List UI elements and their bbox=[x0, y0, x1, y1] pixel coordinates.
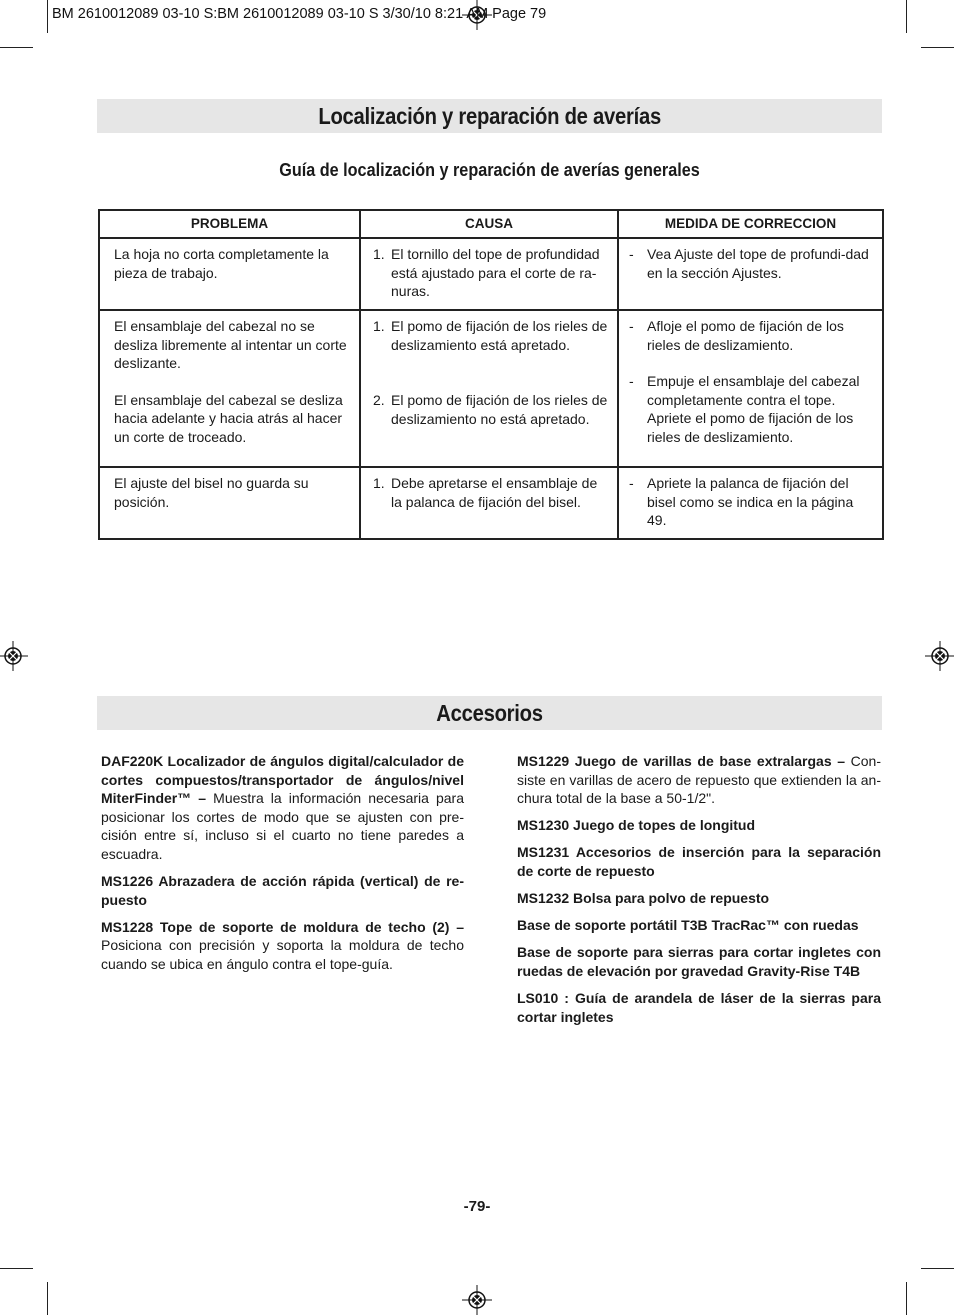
accessory-name: MS1226 Abrazadera de acción rápida (vertical) de re-puesto bbox=[101, 873, 464, 908]
accessory-name: MS1231 Accesorios de inserción para la separación de corte de repuesto bbox=[517, 844, 881, 879]
table-header-row bbox=[99, 210, 883, 238]
cell-causa bbox=[360, 238, 618, 310]
page-number: -79- bbox=[463, 1198, 491, 1215]
remedy-text: Afloje el pomo de fijación de los rieles de deslizamiento. bbox=[647, 318, 844, 353]
accessory-name: DAF220K Localizador de ángulos digital/calculador de cortes compuestos/transportador de ángulos/nivel MiterFinder™ – bbox=[101, 753, 464, 807]
column-header-medida: MEDIDA DE CORRECCION bbox=[618, 210, 883, 238]
cause-text: El tornillo del tope de profundidad está ajustado para el corte de ra-nuras. bbox=[391, 246, 600, 299]
list-dash: - bbox=[629, 318, 634, 334]
crop-mark bbox=[0, 1268, 33, 1269]
troubleshooting-table bbox=[98, 209, 884, 540]
cell-problema: La hoja no corta completamente la pieza de trabajo. bbox=[99, 238, 360, 310]
table-row bbox=[99, 467, 883, 539]
list-number: 2. bbox=[373, 392, 385, 408]
accessory-item bbox=[517, 943, 881, 980]
crop-mark bbox=[921, 47, 954, 48]
cause-text: El pomo de fijación de los rieles de deslizamiento no está apretado. bbox=[391, 392, 608, 427]
problem-text: El ensamblaje del cabezal no se desliza libremente al intentar un corte deslizante. bbox=[114, 318, 347, 371]
cell-medida bbox=[618, 238, 883, 310]
accessory-item bbox=[101, 752, 464, 864]
cell-problema: El ajuste del bisel no guarda su posición. bbox=[99, 467, 360, 539]
cell-medida bbox=[618, 310, 883, 467]
table-row bbox=[99, 310, 883, 467]
cell-problema bbox=[99, 310, 360, 467]
accessory-name: MS1230 Juego de topes de longitud bbox=[517, 817, 756, 834]
cell-causa bbox=[360, 310, 618, 467]
registration-mark-icon bbox=[925, 641, 954, 671]
section-header-accessories bbox=[97, 696, 882, 730]
cause-text: El pomo de fijación de los rieles de deslizamiento está apretado. bbox=[391, 318, 608, 353]
accessory-item bbox=[517, 843, 881, 880]
crop-mark bbox=[906, 1282, 907, 1315]
accessory-description: Muestra la información necesaria para posicionar los cortes de modo que se ajusten con pre-cisión entre sí, incluso si el cuarto no tiene paredes a escuadra. bbox=[101, 790, 464, 862]
remedy-text: Empuje el ensamblaje del cabezal completamente contra el tope. Apriete el pomo de fijación de los rieles de deslizamiento. bbox=[647, 373, 860, 445]
list-dash: - bbox=[629, 475, 634, 491]
list-number: 1. bbox=[373, 475, 385, 491]
accessory-description: Con-siste en varillas de acero de repuesto que extienden la an-chura total de la base a 50-1/2". bbox=[517, 753, 882, 807]
column-header-problema: PROBLEMA bbox=[99, 210, 360, 238]
accessory-name: MS1229 Juego de varillas de base extralargas – bbox=[517, 753, 846, 769]
column-header-causa: CAUSA bbox=[360, 210, 618, 238]
accessory-name: LS010 : Guía de arandela de láser de la sierras para cortar ingletes bbox=[517, 989, 881, 1025]
list-dash: - bbox=[629, 373, 634, 389]
accessory-description: Posiciona con precisión y soporta la moldura de techo cuando se ubica en ángulo contra el tope-guía. bbox=[101, 937, 464, 972]
remedy-text: Vea Ajuste del tope de profundi-dad en la sección Ajustes. bbox=[647, 246, 869, 281]
section-title: Accesorios bbox=[436, 699, 543, 726]
remedy-text: Apriete la palanca de fijación del bisel como se indica en la página 49. bbox=[647, 475, 854, 528]
cell-medida bbox=[618, 467, 883, 539]
crop-mark bbox=[47, 1282, 48, 1315]
cell-causa bbox=[360, 467, 618, 539]
accessory-name: MS1232 Bolsa para polvo de repuesto bbox=[517, 890, 770, 907]
crop-mark bbox=[921, 1268, 954, 1269]
section-subtitle: Guía de localización y reparación de averías generales bbox=[279, 160, 700, 180]
print-slug: BM 2610012089 03-10 S:BM 2610012089 03-10 S 3/30/10 8:21 AM Page 79 bbox=[52, 6, 547, 22]
accessory-item bbox=[517, 889, 881, 908]
accessory-name: MS1228 Tope de soporte de moldura de techo (2) – bbox=[101, 918, 464, 935]
accessory-item bbox=[517, 816, 881, 835]
accessory-item bbox=[517, 916, 881, 935]
accessory-item bbox=[517, 989, 881, 1026]
list-dash: - bbox=[629, 246, 634, 262]
accessory-name: Base de soporte para sierras para cortar ingletes con ruedas de elevación por gravedad Gravity-Rise T4B bbox=[517, 944, 881, 979]
list-number: 1. bbox=[373, 318, 385, 334]
accessory-item bbox=[517, 752, 881, 808]
registration-mark-icon bbox=[0, 641, 28, 671]
problem-text: El ensamblaje del cabezal se desliza hacia adelante y hacia atrás al hacer un corte de troceado. bbox=[114, 391, 343, 445]
crop-mark bbox=[906, 0, 907, 33]
accessories-right-column bbox=[517, 752, 881, 1035]
cause-text: Debe apretarse el ensamblaje de la palanca de fijación del bisel. bbox=[391, 475, 598, 510]
registration-mark-icon bbox=[462, 1285, 492, 1315]
list-number: 1. bbox=[373, 246, 385, 262]
crop-mark bbox=[47, 0, 48, 33]
crop-mark bbox=[0, 47, 33, 48]
table-row bbox=[99, 238, 883, 310]
accessory-name: Base de soporte portátil T3B TracRac™ con ruedas bbox=[517, 917, 859, 934]
accessory-item bbox=[101, 872, 464, 909]
section-title: Localización y reparación de averías bbox=[318, 102, 661, 129]
accessory-item bbox=[101, 918, 464, 974]
section-header-troubleshooting bbox=[97, 99, 882, 133]
accessories-left-column bbox=[101, 752, 464, 982]
